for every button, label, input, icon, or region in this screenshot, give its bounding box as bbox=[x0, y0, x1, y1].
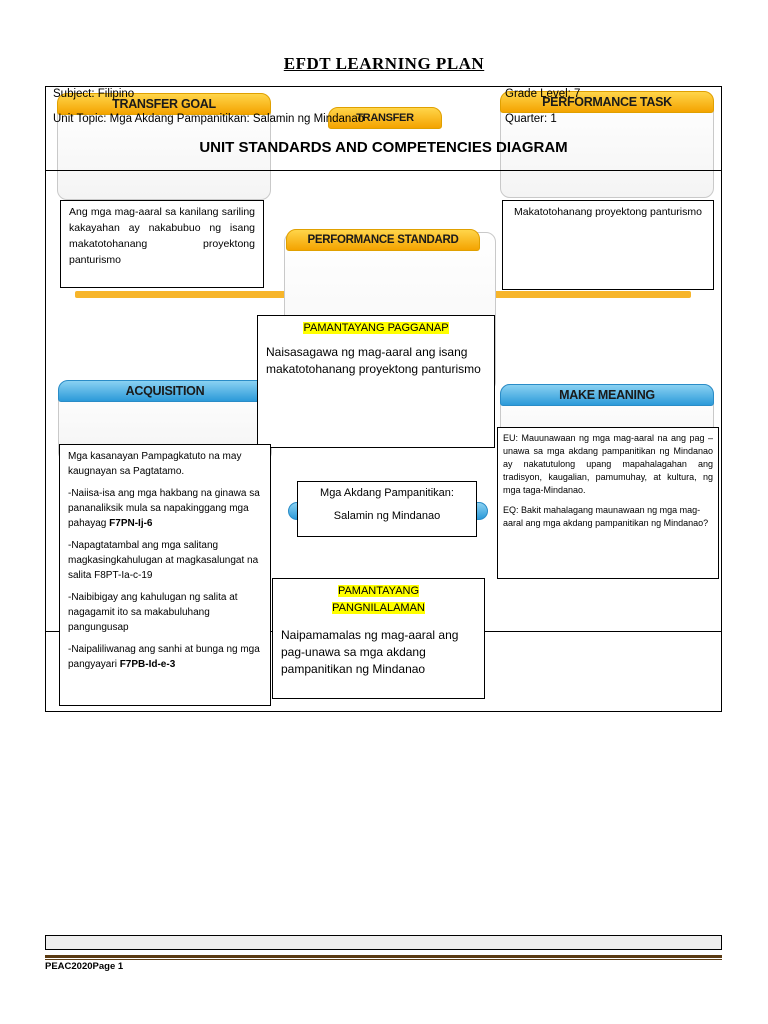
footer-bar bbox=[45, 935, 722, 950]
transfer-goal-text: Ang mga mag-aaral sa kanilang sariling kakayahan ay nakabubuo ng isang makatotohanang proyektong panturismo bbox=[69, 206, 255, 266]
performance-task-banner: PERFORMANCE TASK bbox=[500, 91, 714, 113]
performance-standard-banner: PERFORMANCE STANDARD bbox=[286, 229, 480, 251]
subject-label: Subject: Filipino bbox=[53, 88, 135, 100]
pamantayang-pagganap-box bbox=[257, 315, 495, 448]
grade-level-label: Grade Level: 7 bbox=[505, 88, 581, 100]
unit-topic-label: Unit Topic: Mga Akdang Pampanitikan: Salamin ng Mindanao bbox=[53, 113, 365, 125]
transfer-goal-box bbox=[60, 200, 264, 288]
center-topic-line2: Salamin ng Mindanao bbox=[333, 510, 441, 522]
pamantayang-pangnilalaman-box bbox=[272, 578, 485, 699]
pamantayang-pangnilalaman-heading-2: PANGNILALAMAN bbox=[332, 602, 425, 614]
acquisition-box bbox=[59, 444, 271, 706]
header-divider bbox=[45, 170, 722, 171]
performance-task-text: Makatotohanang proyektong panturismo bbox=[514, 206, 702, 218]
transfer-banner: TRANSFER bbox=[328, 107, 442, 129]
center-topic-box bbox=[297, 481, 477, 537]
center-topic-line1: Mga Akdang Pampanitikan: bbox=[320, 487, 454, 499]
document-title: EFDT LEARNING PLAN bbox=[283, 54, 485, 73]
acquisition-item-4: -Naipaliliwanag ang sanhi at bunga ng mga pangyayari F7PB-Id-e-3 bbox=[68, 644, 260, 670]
acquisition-item-2: -Napagtatambal ang mga salitang magkasingkahulugan at magkasalungat na salita F8PT-Ia-c-19 bbox=[68, 540, 259, 581]
page-label: PEAC2020Page 1 bbox=[45, 961, 124, 972]
quarter-label: Quarter: 1 bbox=[505, 113, 557, 125]
acquisition-item-1: -Naiisa-isa ang mga hakbang na ginawa sa pananaliksik mula sa napakinggang mga pahayag F7PN-Ij-6 bbox=[68, 488, 260, 529]
performance-task-box bbox=[502, 200, 714, 290]
make-meaning-banner: MAKE MEANING bbox=[500, 384, 714, 406]
acquisition-banner: ACQUISITION bbox=[58, 380, 272, 402]
make-meaning-eu: EU: Mauunawaan ng mga mag-aaral na ang pag – unawa sa mga akdang pampanitikan ng Mindanao ay nakatutulong upang mapahalagahan ang tradisyon, kaugalian, pamumuhay, at kultura, ng mga taga-Mindanao. bbox=[503, 433, 713, 495]
footer-rule bbox=[45, 955, 722, 958]
pamantayang-pagganap-heading: PAMANTAYANG PAGGANAP bbox=[303, 322, 449, 334]
make-meaning-box bbox=[497, 427, 719, 579]
pamantayang-pagganap-text: Naisasagawa ng mag-aaral ang isang makatotohanang proyektong panturismo bbox=[266, 345, 481, 376]
make-meaning-eq: EQ: Bakit mahalagang maunawaan ng mga mag-aaral ang mga akdang pampanitikan ng Mindanao? bbox=[503, 505, 709, 528]
acquisition-item-3: -Naibibigay ang kahulugan ng salita at nagagamit ito sa makabuluhang pangungusap bbox=[68, 592, 238, 633]
footer-rule-thin bbox=[45, 959, 722, 960]
pamantayang-pangnilalaman-heading-1: PAMANTAYANG bbox=[337, 585, 420, 597]
diagram-title: UNIT STANDARDS AND COMPETENCIES DIAGRAM bbox=[199, 139, 568, 156]
acquisition-intro: Mga kasanayan Pampagkatuto na may kaugnayan sa Pagtatamo. bbox=[68, 451, 242, 477]
transfer-goal-banner: TRANSFER GOAL bbox=[57, 93, 271, 115]
pamantayang-pangnilalaman-text: Naipamamalas ng mag-aaral ang pag-unawa sa mga akdang pampanitikan ng Mindanao bbox=[281, 628, 459, 676]
